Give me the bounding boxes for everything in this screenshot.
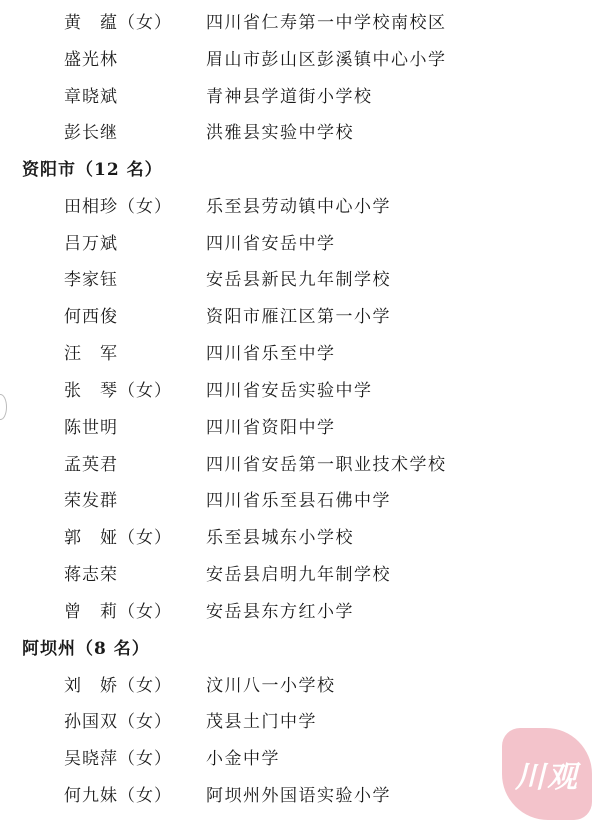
school-name: 四川省安岳中学	[206, 234, 336, 254]
school-name: 青神县学道街小学校	[206, 87, 373, 107]
school-name: 眉山市彭山区彭溪镇中心小学	[206, 50, 447, 70]
person-name: 盛光林	[64, 50, 118, 70]
list-item	[0, 192, 600, 222]
list-item	[0, 8, 600, 38]
person-name: 郭 娅（女）	[64, 528, 172, 548]
school-name: 资阳市雁江区第一小学	[206, 307, 391, 327]
person-name: 田相珍（女）	[64, 197, 172, 217]
list-item	[0, 486, 600, 516]
list-item	[0, 118, 600, 148]
list-item	[0, 523, 600, 553]
school-name: 阿坝州外国语实验小学	[206, 786, 391, 806]
person-name: 李家钰	[64, 270, 118, 290]
section-heading-aba: 阿坝州（8 名）	[22, 639, 150, 659]
person-name: 吕万斌	[64, 234, 118, 254]
person-name: 刘 娇（女）	[64, 676, 172, 696]
person-name: 张 琴（女）	[64, 381, 172, 401]
school-name: 四川省安岳第一职业技术学校	[206, 455, 447, 475]
list-item	[0, 560, 600, 590]
list-item	[0, 82, 600, 112]
list-item	[0, 265, 600, 295]
list-item	[0, 413, 600, 443]
section-heading-ziyang: 资阳市（12 名）	[22, 160, 163, 180]
list-item	[0, 450, 600, 480]
list-item	[0, 45, 600, 75]
person-name: 彭长继	[64, 123, 118, 143]
list-item	[0, 229, 600, 259]
person-name: 何九妹（女）	[64, 786, 172, 806]
school-name: 四川省资阳中学	[206, 418, 336, 438]
list-item	[0, 339, 600, 369]
list-item	[0, 671, 600, 701]
school-name: 小金中学	[206, 749, 280, 769]
person-name: 吴晓萍（女）	[64, 749, 172, 769]
school-name: 安岳县新民九年制学校	[206, 270, 391, 290]
person-name: 孟英君	[64, 455, 118, 475]
school-name: 安岳县启明九年制学校	[206, 565, 391, 585]
person-name: 黄 蕴（女）	[64, 13, 172, 33]
person-name: 蒋志荣	[64, 565, 118, 585]
school-name: 四川省安岳实验中学	[206, 381, 373, 401]
list-item	[0, 597, 600, 627]
school-name: 洪雅县实验中学校	[206, 123, 354, 143]
school-name: 四川省仁寿第一中学校南校区	[206, 13, 447, 33]
school-name: 四川省乐至县石佛中学	[206, 491, 391, 511]
chuanguan-watermark-logo	[502, 728, 592, 820]
person-name: 何西俊	[64, 307, 118, 327]
person-name: 汪 军	[64, 344, 118, 364]
school-name: 茂县土门中学	[206, 712, 317, 732]
person-name: 陈世明	[64, 418, 118, 438]
school-name: 四川省乐至中学	[206, 344, 336, 364]
person-name: 曾 莉（女）	[64, 602, 172, 622]
school-name: 安岳县东方红小学	[206, 602, 354, 622]
person-name: 孙国双（女）	[64, 712, 172, 732]
school-name: 乐至县城东小学校	[206, 528, 354, 548]
person-name: 章晓斌	[64, 87, 118, 107]
school-name: 汶川八一小学校	[206, 676, 336, 696]
person-name: 荣发群	[64, 491, 118, 511]
school-name: 乐至县劳动镇中心小学	[206, 197, 391, 217]
list-item	[0, 376, 600, 406]
watermark-text: 川观	[515, 760, 579, 795]
list-item	[0, 302, 600, 332]
